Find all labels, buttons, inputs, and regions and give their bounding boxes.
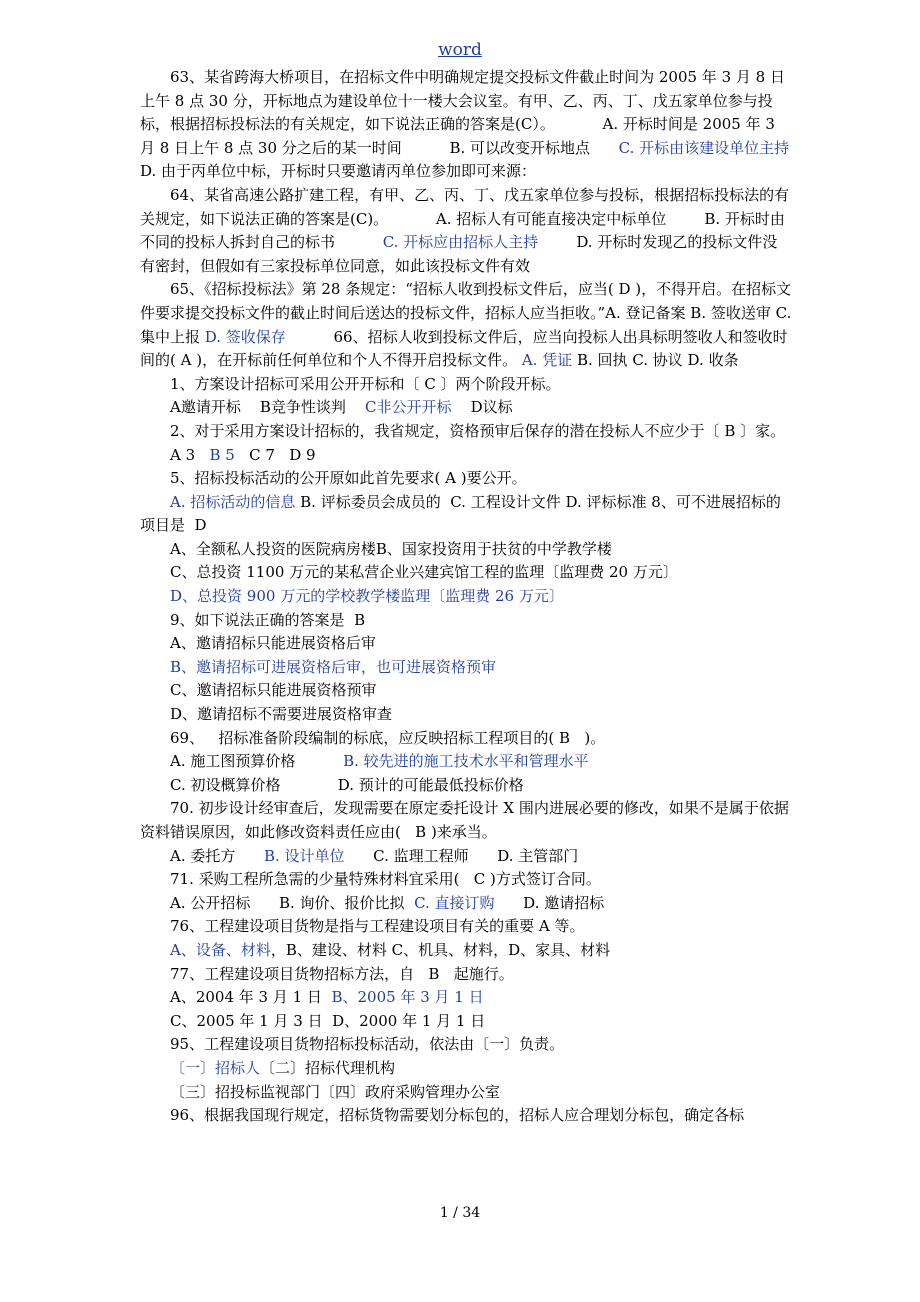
text-run: D. 由于丙单位中标，开标时只要邀请丙单位参加即可来源： bbox=[140, 138, 837, 181]
paragraph bbox=[140, 278, 797, 372]
paragraph bbox=[140, 609, 792, 633]
text-run: A 3 bbox=[170, 445, 210, 464]
text-run: 65、《招标投标法》第 28 条规定：“招标人收到投标文件后，应当( D )，不得开启。在招标文件要求提交投标文件的截止时间后送达的投标文件，招标人应当拒收。”A. 登记备案 B. 签收送审 C. 集中上报 bbox=[140, 280, 797, 346]
paragraph bbox=[140, 1104, 792, 1128]
paragraph bbox=[140, 915, 792, 939]
paragraph bbox=[140, 444, 792, 468]
text-run: A、全额私人投资的医院病房楼B、国家投资用于扶贫的中学教学楼 bbox=[170, 539, 612, 558]
paragraph bbox=[140, 679, 792, 703]
paragraph bbox=[140, 561, 792, 585]
answer-highlight: B 5 bbox=[209, 445, 235, 464]
text-run: 77、工程建设项目货物招标方法，自 B 起施行。 bbox=[170, 964, 514, 983]
paragraph bbox=[140, 774, 792, 798]
text-run: C、邀请招标只能进展资格预审 bbox=[170, 681, 377, 700]
paragraph bbox=[140, 868, 792, 892]
answer-highlight: A. 凭证 bbox=[521, 351, 573, 370]
text-run: 71. 采购工程所急需的少量特殊材料宜采用( C )方式签订合同。 bbox=[170, 870, 601, 889]
paragraph bbox=[140, 1057, 792, 1081]
text-run: C、2005 年 1 月 3 日 D、2000 年 1 月 1 日 bbox=[170, 1011, 486, 1030]
paragraph bbox=[140, 1033, 792, 1057]
text-run: ，B、建设、材料 C、机具、材料，D、家具、材料 bbox=[270, 940, 611, 959]
text-run: A、邀请招标只能进展资格后审 bbox=[170, 634, 376, 653]
text-run: A. 施工图预算价格 bbox=[170, 752, 344, 771]
answer-highlight: C非公开开标 bbox=[365, 398, 452, 417]
paragraph bbox=[140, 66, 837, 184]
paragraph bbox=[140, 797, 792, 844]
text-run: 69、 招标准备阶段编制的标底，应反映招标工程项目的( B )。 bbox=[170, 728, 606, 747]
text-run: B. 评标委员会成员的 C. 工程设计文件 D. 评标标准 8、可不进展招标的项目是 D bbox=[140, 492, 781, 535]
text-run: 64、某省高速公路扩建工程，有甲、乙、丙、丁、戊五家单位参与投标，根据招标投标法的有关规定，如下说法正确的答案是(C)。 A. 招标人有可能直接决定中标单位 B. 开标时由不同的投标人拆封自己的标书 bbox=[140, 185, 790, 252]
text-run: D、邀请招标不需要进展资格审查 bbox=[170, 705, 393, 724]
answer-highlight: A. 招标活动的信息 bbox=[170, 492, 296, 511]
paragraph bbox=[140, 939, 792, 963]
paragraph bbox=[140, 491, 792, 538]
page-header: word bbox=[438, 40, 482, 60]
paragraph bbox=[140, 845, 792, 869]
paragraph bbox=[140, 750, 792, 774]
answer-highlight: B. 较先进的施工技术水平和管理水平 bbox=[343, 752, 589, 771]
document-body bbox=[140, 66, 837, 1128]
answer-highlight: 〔一〕招标人 bbox=[170, 1058, 261, 1077]
answer-highlight: D. 签收保存 bbox=[204, 327, 286, 346]
page-number: 1 / 34 bbox=[439, 1205, 481, 1221]
paragraph bbox=[140, 986, 792, 1010]
answer-highlight: C. 直接订购 bbox=[414, 893, 495, 912]
answer-highlight: B、2005 年 3 月 1 日 bbox=[331, 988, 484, 1007]
paragraph bbox=[140, 632, 792, 656]
paragraph bbox=[140, 1081, 792, 1105]
paragraph bbox=[140, 703, 792, 727]
paragraph bbox=[140, 585, 792, 609]
paragraph bbox=[140, 1010, 792, 1034]
paragraph bbox=[140, 396, 792, 420]
answer-highlight: B、邀请招标可进展资格后审，也可进展资格预审 bbox=[170, 657, 497, 676]
text-run: D. 邀请招标 bbox=[494, 893, 605, 912]
paragraph bbox=[140, 963, 792, 987]
paragraph bbox=[140, 892, 792, 916]
answer-highlight: B. 设计单位 bbox=[263, 846, 345, 865]
text-run: C. 监理工程师 D. 主管部门 bbox=[344, 846, 579, 865]
text-run: A邀请开标 B竞争性谈判 bbox=[170, 398, 366, 417]
paragraph bbox=[140, 184, 792, 278]
text-run: 2、对于采用方案设计招标的，我省规定，资格预审后保存的潜在投标人不应少于〔 B 〕家。 bbox=[170, 421, 786, 440]
text-run: 76、工程建设项目货物是指与工程建设项目有关的重要 A 等。 bbox=[170, 917, 585, 936]
text-run: 96、根据我国现行规定，招标货物需要划分标包的，招标人应合理划分标包，确定各标 bbox=[170, 1106, 745, 1125]
text-run: 63、某省跨海大桥项目，在招标文件中明确规定提交投标文件截止时间为 2005 年 3 月 8 日上午 8 点 30 分，开标地点为建设单位十一楼大会议室。有甲、乙、丙、丁、戊五家单位参与投标，根据招标投标法的有关规定，如下说法正确的答案是(C）。 A. 开标时间是 2005 年 3 月 8 日上午 8 点 30 分之后的某一时间 B. 可以改变开标地点 bbox=[140, 68, 785, 157]
text-run: C 7 D 9 bbox=[234, 445, 316, 464]
answer-highlight: C. 开标应由招标人主持 bbox=[382, 233, 539, 252]
paragraph bbox=[140, 467, 792, 491]
text-run: D议标 bbox=[451, 398, 513, 417]
paragraph bbox=[140, 656, 792, 680]
paragraph bbox=[140, 727, 792, 751]
text-run: A. 公开招标 B. 询价、报价比拟 bbox=[170, 893, 415, 912]
text-run: 9、如下说法正确的答案是 B bbox=[170, 610, 366, 629]
answer-highlight: D、总投资 900 万元的学校教学楼监理〔监理费 26 万元〕 bbox=[170, 587, 564, 606]
text-run: B. 回执 C. 协议 D. 收条 bbox=[572, 351, 739, 370]
text-run: C. 初设概算价格 D. 预计的可能最低投标价格 bbox=[170, 775, 524, 794]
paragraph bbox=[140, 538, 792, 562]
text-run: C、总投资 1100 万元的某私营企业兴建宾馆工程的监理〔监理费 20 万元〕 bbox=[170, 563, 678, 582]
text-run: D. 开标时发现乙的投标文件没有密封，但假如有三家投标单位同意，如此该投标文件有效 bbox=[140, 233, 778, 275]
paragraph bbox=[140, 373, 792, 397]
text-run: 95、工程建设项目货物招标投标活动，依法由〔一〕负责。 bbox=[170, 1035, 565, 1054]
text-run: A、2004 年 3 月 1 日 bbox=[170, 988, 332, 1007]
paragraph bbox=[140, 420, 792, 444]
text-run: 5、招标投标活动的公开原如此首先要求( A )要公开。 bbox=[170, 469, 527, 488]
text-run: A. 委托方 bbox=[170, 846, 264, 865]
text-run: 1、方案设计招标可采用公开开标和〔 C 〕两个阶段开标。 bbox=[170, 374, 561, 393]
answer-highlight: A、设备、材料 bbox=[170, 940, 271, 959]
text-run: 〔三〕招投标监视部门〔四〕政府采购管理办公室 bbox=[170, 1082, 501, 1101]
answer-highlight: C. 开标由该建设单位主持 bbox=[618, 138, 790, 157]
text-run: 〔二〕招标代理机构 bbox=[260, 1058, 396, 1077]
text-run: 70. 初步设计经审查后，发现需要在原定委托设计 X 围内进展必要的修改，如果不是属于依据资料错误原因，如此修改资料责任应由( B )来承当。 bbox=[140, 799, 789, 841]
text-run: 66、招标人收到投标文件后，应当向投标人出具标明签收人和签收时间的( A )，在开标前任何单位和个人不得开启投标文件。 bbox=[140, 327, 788, 370]
